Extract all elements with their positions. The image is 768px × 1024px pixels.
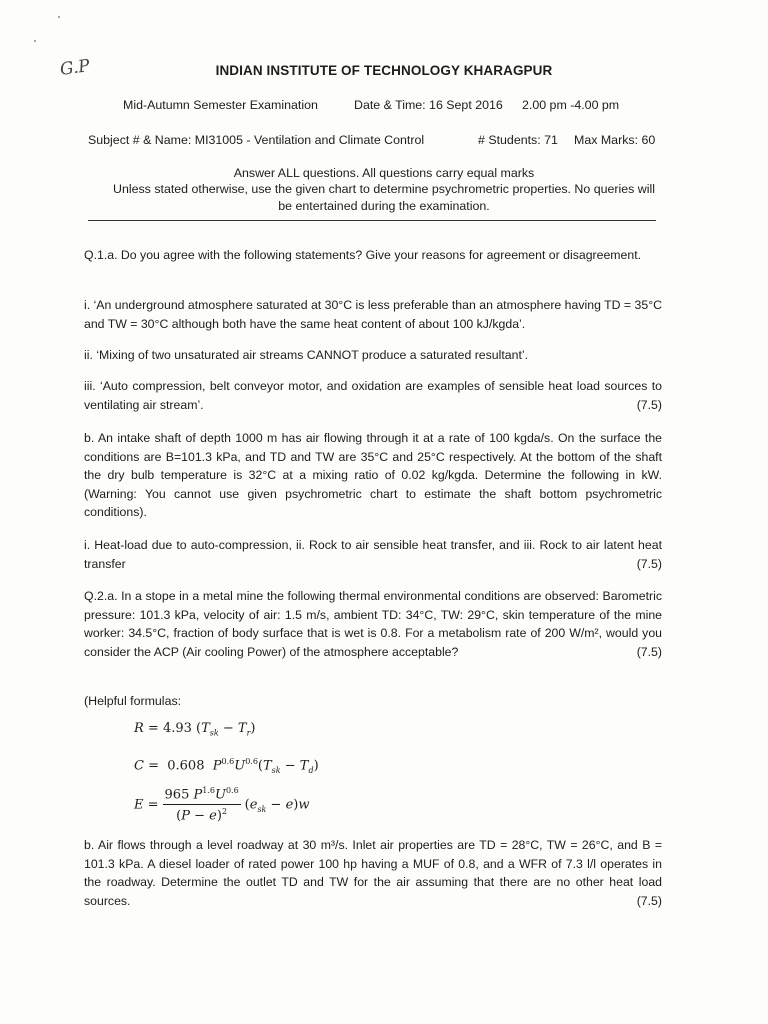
instruction-line: Answer ALL questions. All questions carry equal marks: [233, 166, 535, 180]
marks-label: (7.5): [636, 644, 662, 659]
scan-speck: [34, 40, 36, 42]
statement-ii: [84, 346, 662, 365]
question-1a: [84, 246, 662, 265]
formulas-label: (Helpful formulas:: [84, 694, 182, 708]
scan-speck: [58, 16, 60, 18]
statement-text: i. ‘An underground atmosphere saturated at 30°C is less preferable than an atmosphere having TD = 35°C and TW = 30°C although both have the same heat content of about 100 kJ/kgda’.: [84, 298, 662, 331]
student-count: # Students: 71: [478, 133, 558, 147]
question-text: i. Heat-load due to auto-compression, ii. Rock to air sensible heat transfer, and iii. Rock to air latent heat transfer: [84, 538, 662, 571]
exam-date: Date & Time: 16 Sept 2016: [354, 98, 503, 112]
formula-c: C = 0.608 $P^{0.6}U^{0.6}(T_{sk} - T_d)$: [134, 757, 319, 775]
marks-label: (7.5): [636, 893, 662, 908]
statement-text: ii. ‘Mixing of two unsaturated air streams CANNOT produce a saturated resultant’.: [84, 348, 529, 362]
exam-time: 2.00 pm -4.00 pm: [522, 98, 620, 112]
formula-r: R = 4.93 $(T_{sk} - T_r)$: [134, 721, 256, 738]
statement-text: iii. ‘Auto compression, belt conveyor motor, and oxidation are examples of sensible heat load sources to ventilating air stream’.: [84, 379, 662, 412]
instruction-line: be entertained during the examination.: [278, 199, 490, 213]
question-2b: [84, 836, 662, 910]
question-1b-parts: [84, 536, 662, 573]
subject-name: Subject # & Name: MI31005 - Ventilation and Climate Control: [88, 133, 425, 147]
max-marks: Max Marks: 60: [574, 133, 656, 147]
question-text: b. Air flows through a level roadway at 30 m³/s. Inlet air properties are TD = 28°C, TW = 26°C, and B = 101.3 kPa. A diesel loader of rated power 100 hp having a MUF of 0.8, and a WFR of 7.3 l/l operates in the roadway. Determine the outlet TD and TW for the air assuming that there are no other heat load sources.: [84, 838, 662, 908]
formula-e: E = $\frac{965 P^{1.6}U^{0.6}}{(P - e)^2}$ $(e_{sk} - e)w$: [134, 786, 310, 824]
header-divider: [88, 220, 656, 221]
institute-title: INDIAN INSTITUTE OF TECHNOLOGY KHARAGPUR: [215, 63, 553, 78]
question-2a: [84, 587, 662, 661]
question-text: Q.1.a. Do you agree with the following statements? Give your reasons for agreement or disagreement.: [84, 248, 642, 262]
marks-label: (7.5): [636, 397, 662, 412]
statement-iii: [84, 377, 662, 414]
question-text: Q.2.a. In a stope in a metal mine the following thermal environmental conditions are observed: Barometric pressure: 101.3 kPa, velocity of air: 1.5 m/s, ambient TD: 34°C, TW: 29°C, skin temperature of the mine worker: 34.5°C, fraction of body surface that is wet is 0.8. For a metabolism rate of 200 W/m², would you consider the ACP (Air cooling Power) of the atmosphere acceptable?: [84, 589, 662, 659]
marks-label: (7.5): [636, 556, 662, 571]
question-1b: [84, 429, 662, 522]
handwritten-mark: G.P: [58, 56, 92, 80]
instruction-line: Unless stated otherwise, use the given chart to determine psychrometric properties. No queries will: [113, 182, 655, 196]
question-text: b. An intake shaft of depth 1000 m has air flowing through it at a rate of 100 kgda/s. On the surface the conditions are B=101.3 kPa, and TD and TW are 35°C and 25°C respectively. At the bottom of the shaft the dry bulb temperature is 32°C at a mixing ratio of 0.02 kg/kgda. Determine the following in kW. (Warning: You cannot use given psychrometric chart to estimate the shaft bottom psychrometric conditions).: [84, 431, 662, 519]
statement-i: [84, 296, 662, 333]
exam-name: Mid-Autumn Semester Examination: [123, 98, 318, 112]
